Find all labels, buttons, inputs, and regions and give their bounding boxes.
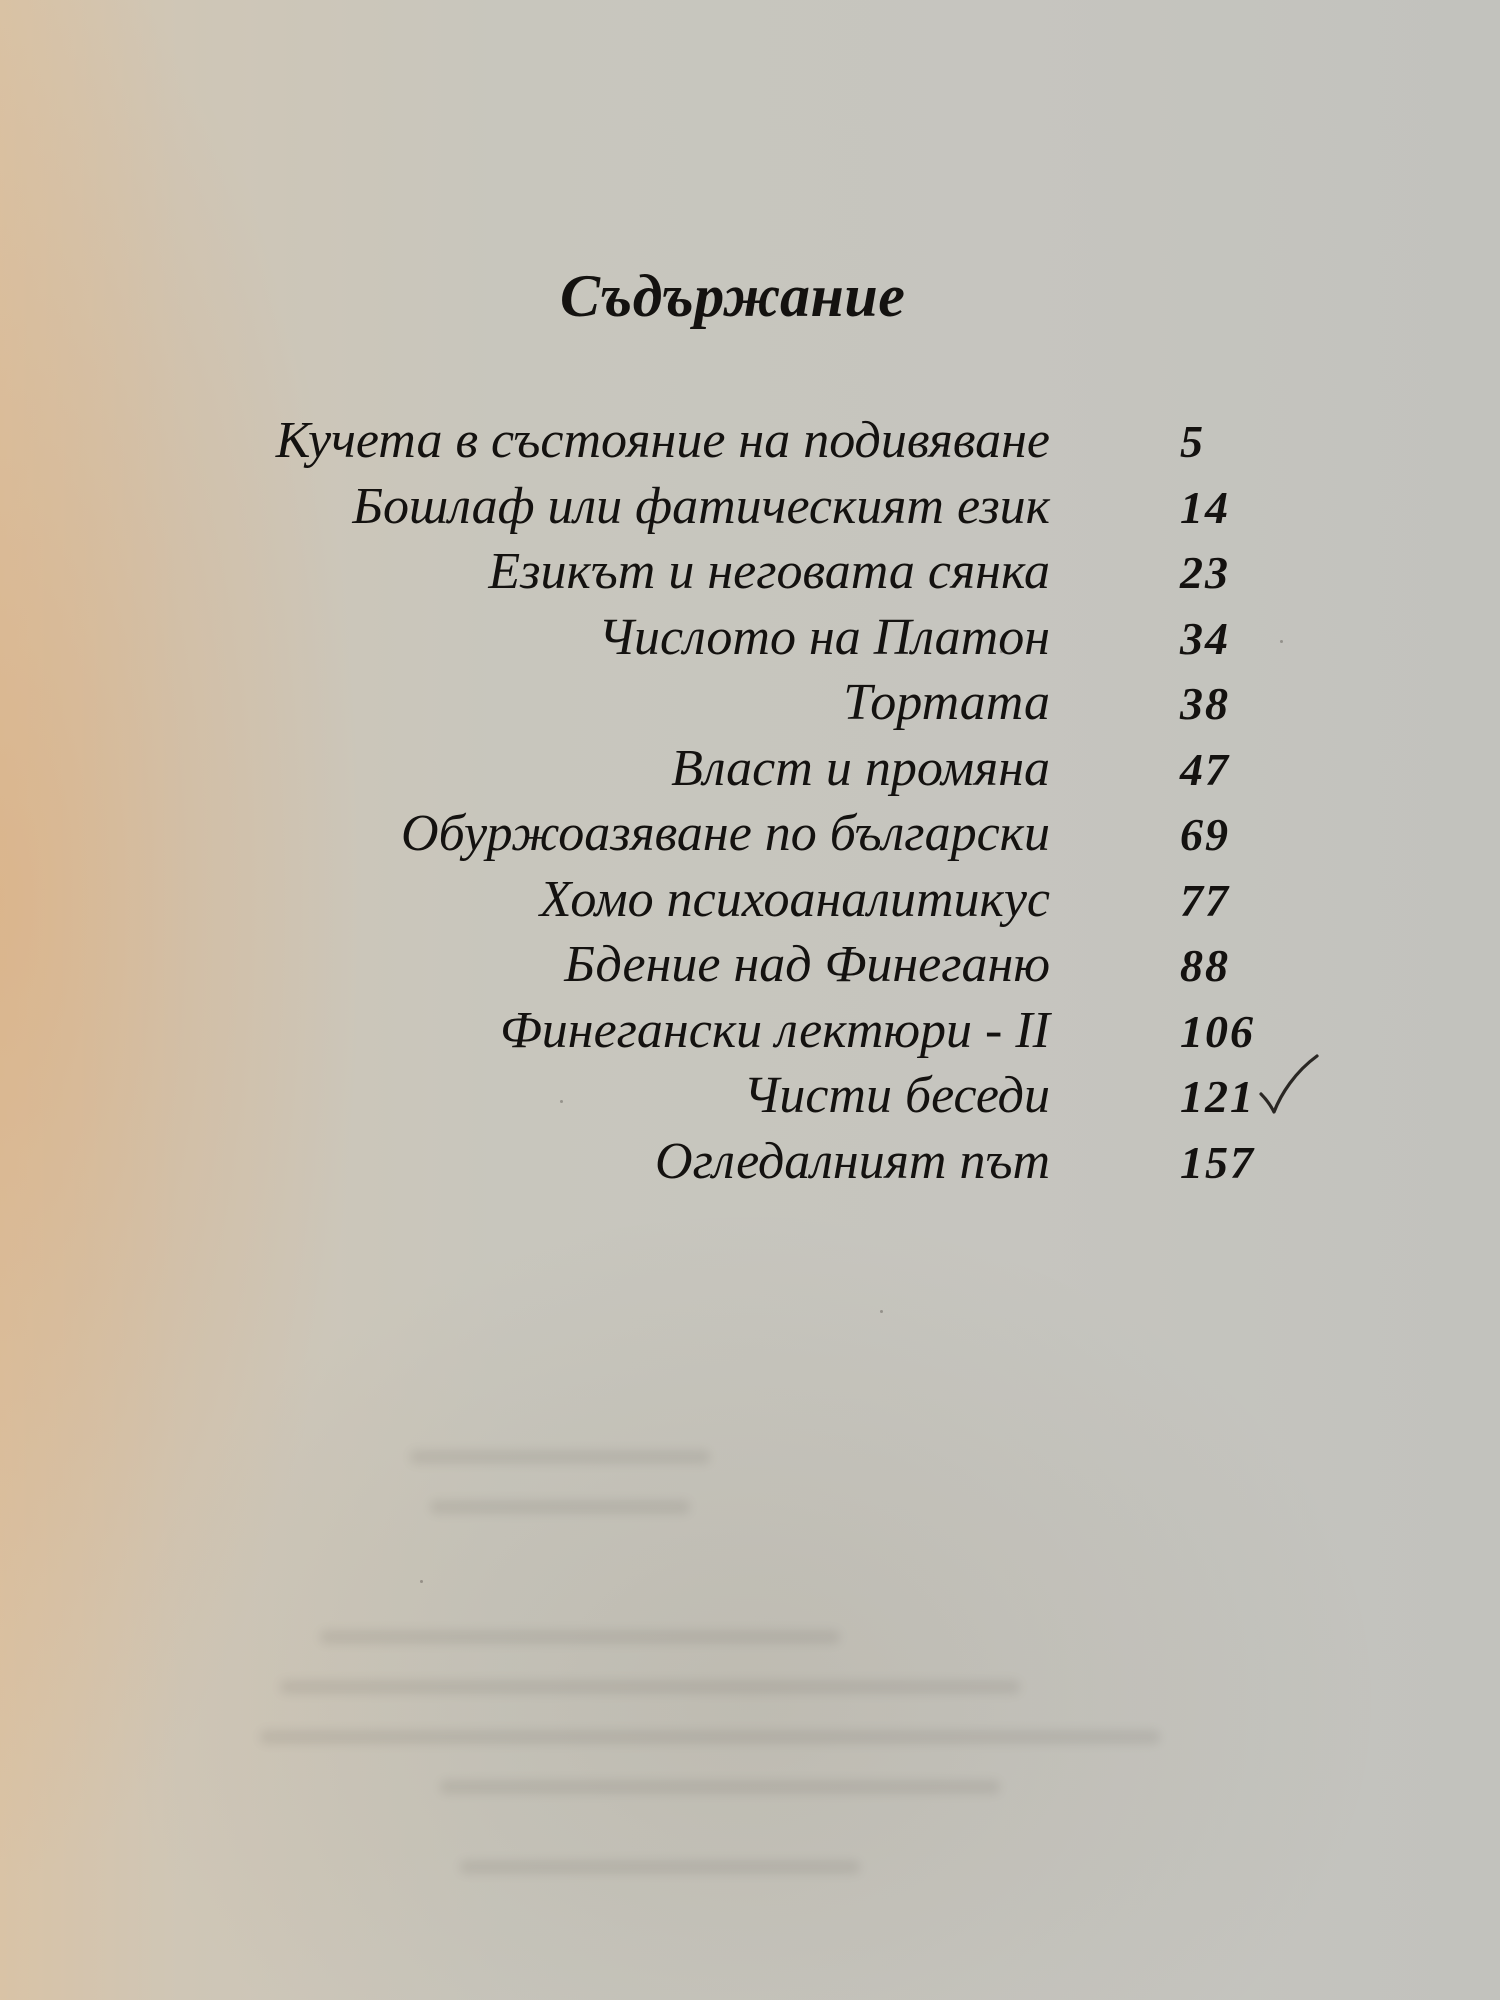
toc-row xyxy=(0,801,1500,867)
toc-page-number: 106 xyxy=(1180,1005,1255,1057)
toc-row xyxy=(0,1129,1500,1195)
toc-row xyxy=(0,605,1500,671)
toc-page-number: 34 xyxy=(1180,612,1230,664)
toc-page-number: 88 xyxy=(1180,940,1230,991)
show-through-texture xyxy=(260,1430,1220,1950)
toc-row xyxy=(0,539,1500,605)
toc-page-number: 77 xyxy=(1180,874,1230,926)
toc-page-number: 69 xyxy=(1180,809,1230,860)
toc-row xyxy=(0,736,1500,802)
paper-speck xyxy=(420,1580,423,1583)
toc-entry-title: Бошлаф или фатическият език xyxy=(352,477,1050,535)
toc-page-number: 14 xyxy=(1180,481,1230,533)
paper-speck xyxy=(880,1310,883,1313)
toc-entry-title: Огледалният път xyxy=(655,1132,1050,1190)
toc-row xyxy=(0,867,1500,933)
toc-row xyxy=(0,932,1500,998)
toc-row xyxy=(0,474,1500,540)
paper-speck xyxy=(1000,650,1003,653)
paper-speck xyxy=(1280,640,1283,643)
toc-row xyxy=(0,670,1500,736)
page-title: Съдържание xyxy=(560,263,906,329)
paper-speck xyxy=(560,1100,563,1103)
toc-page-number: 157 xyxy=(1180,1136,1255,1188)
toc-page-number: 38 xyxy=(1180,678,1230,729)
toc-row xyxy=(0,408,1500,474)
toc-entry-title: Хомо психоаналитикус xyxy=(539,870,1050,928)
toc-entry-title: Езикът и неговата сянка xyxy=(488,543,1050,600)
toc-entry-title: Числото на Платон xyxy=(598,608,1050,666)
toc-page-number: 121 xyxy=(1180,1071,1255,1122)
toc-entry-title: Власт и промяна xyxy=(671,739,1050,797)
checkmark-icon xyxy=(1255,1050,1325,1130)
toc-page-number: 47 xyxy=(1180,743,1230,795)
toc-entry-title: Финегански лектюри - II xyxy=(499,1001,1050,1059)
toc-page-number: 23 xyxy=(1180,547,1230,598)
toc-entry-title: Обуржоазяване по български xyxy=(401,805,1050,862)
toc-entry-title: Кучета в състояние на подивяване xyxy=(275,412,1050,469)
toc-entry-title: Тортата xyxy=(843,674,1050,731)
toc-page-number: 5 xyxy=(1180,416,1205,467)
toc-entry-title: Бдение над Финеганю xyxy=(564,936,1050,993)
toc-entry-title: Чисти беседи xyxy=(743,1067,1050,1124)
